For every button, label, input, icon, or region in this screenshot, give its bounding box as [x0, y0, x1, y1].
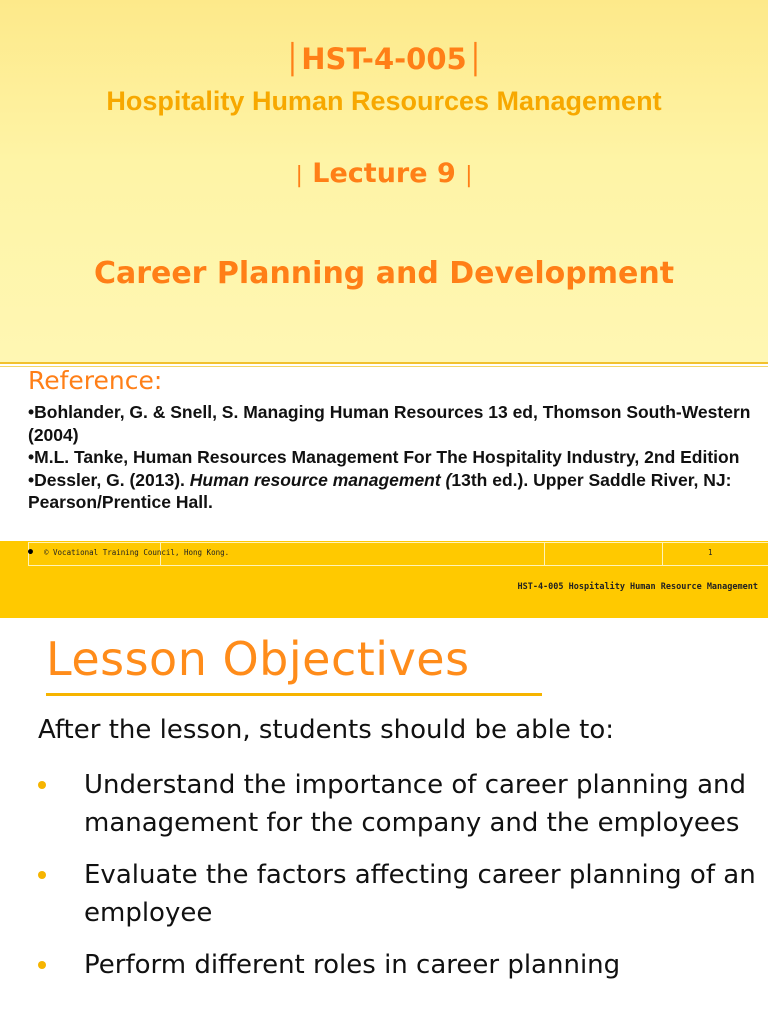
copyright-text: © Vocational Training Council, Hong Kong. — [44, 548, 230, 557]
reference-text: •Dessler, G. (2013). — [28, 469, 190, 490]
reference-text: 13th ed.). Upper Saddle River, NJ: Pearson/Prentice Hall. — [28, 469, 732, 512]
page-number: 1 — [708, 548, 713, 557]
reference-list — [28, 401, 758, 514]
objective-item — [0, 766, 768, 842]
lecture-bar-right: | — [465, 163, 473, 188]
objectives-slide — [0, 618, 768, 1024]
objectives-title: Lesson Objectives — [46, 632, 470, 686]
reference-item: •Bohlander, G. & Snell, S. Managing Human Resources 13 ed, Thomson South-Western (2004) — [28, 402, 751, 445]
objective-text: Perform different roles in career planning — [84, 950, 621, 980]
objective-item — [0, 856, 768, 932]
title-underline — [46, 693, 542, 696]
footer-cell-divider — [544, 543, 545, 565]
objective-item — [0, 946, 768, 984]
course-title: Hospitality Human Resources Management — [106, 86, 662, 116]
objective-text: Understand the importance of career planning and management for the company and the employees — [84, 770, 746, 838]
objectives-list — [0, 766, 768, 998]
footer-cell-divider — [662, 543, 663, 565]
lecture-number — [0, 158, 768, 189]
bullet-icon — [38, 781, 46, 789]
footer-bullet: • — [26, 545, 35, 561]
reference-item — [28, 469, 758, 514]
objectives-intro: After the lesson, students should be able to: — [38, 715, 615, 745]
lecture-bar-left: | — [295, 163, 303, 188]
bullet-icon — [38, 871, 46, 879]
reference-book-title: Human resource management ( — [189, 469, 452, 490]
course-code: │HST-4-005│ — [283, 42, 485, 76]
divider-line — [0, 362, 768, 364]
bullet-icon — [38, 961, 46, 969]
reference-item: •M.L. Tanke, Human Resources Management For The Hospitality Industry, 2nd Edition — [28, 447, 740, 467]
objective-text: Evaluate the factors affecting career planning of an employee — [84, 860, 756, 928]
lecture-label: Lecture 9 — [312, 158, 456, 189]
lecture-title: Career Planning and Development — [93, 256, 675, 291]
reference-heading: Reference: — [28, 366, 163, 395]
footer-course-name: HST-4-005 Hospitality Human Resource Management — [517, 582, 758, 592]
